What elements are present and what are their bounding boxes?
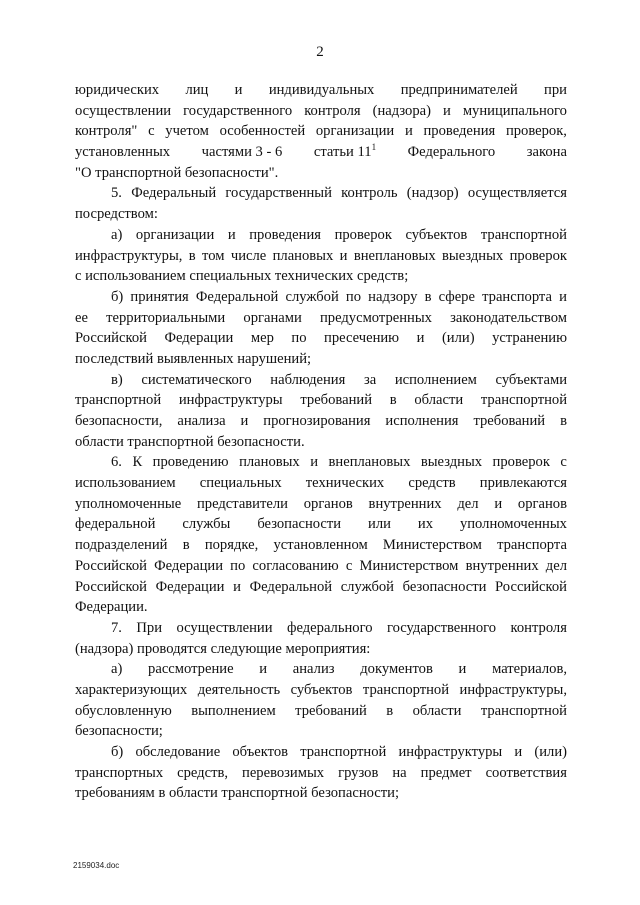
word: и <box>416 330 425 347</box>
word: предусмотренных <box>319 309 432 326</box>
word: а) <box>111 661 123 678</box>
text-line <box>75 101 567 122</box>
footnote-superscript: 1 <box>371 142 377 153</box>
word: за <box>363 371 377 388</box>
word: транспортной <box>75 392 162 409</box>
text-line <box>75 183 567 204</box>
word: государственного <box>386 619 497 636</box>
word: закона <box>526 144 567 161</box>
file-name-footer: 2159034.doc <box>73 861 120 870</box>
word: использованием <box>75 475 176 492</box>
word: проверок, <box>505 123 567 140</box>
word: средств <box>408 475 456 492</box>
word: устранению <box>492 330 567 347</box>
word: выездных <box>442 247 504 264</box>
word: Российской <box>495 578 567 595</box>
word: пресечению <box>324 330 400 347</box>
text-line <box>75 494 567 515</box>
word: проведения <box>249 226 321 243</box>
word: в) <box>111 371 123 388</box>
text-line: "О транспортной безопасности". <box>75 164 279 181</box>
word: контроля" <box>75 123 138 140</box>
word: выездных <box>420 454 483 471</box>
word: безопасности, <box>75 413 163 429</box>
word: законодательством <box>450 309 567 326</box>
word: статьи $11^1$ <box>313 142 377 161</box>
word: в <box>424 288 432 305</box>
word: Российской <box>75 578 147 595</box>
word: внеплановых <box>353 247 436 264</box>
text-line <box>75 535 567 556</box>
word: организации <box>315 123 395 140</box>
word: службой <box>285 288 339 305</box>
word: лиц <box>185 82 209 98</box>
word: транспортной <box>480 226 567 243</box>
document-body <box>75 80 567 804</box>
word: субъектами <box>495 371 567 388</box>
word: а) <box>111 226 123 243</box>
word: осуществлении <box>75 102 172 119</box>
word: исполнением <box>394 371 477 388</box>
word: контроль <box>341 185 398 202</box>
word: обусловленную <box>75 702 172 719</box>
word: транспорта <box>482 288 552 305</box>
word: частями 3 - 6 <box>201 144 283 161</box>
text-line: требованиям в области транспортной безопасности; <box>75 785 400 802</box>
text-line: безопасности; <box>75 723 163 740</box>
word: (или) <box>534 744 567 760</box>
text-line <box>75 452 567 473</box>
word: и <box>494 495 503 512</box>
word: индивидуальных <box>268 82 375 98</box>
word: Российской <box>75 557 147 574</box>
text-line <box>75 680 567 701</box>
text-line <box>75 577 567 598</box>
word: средств, <box>177 764 229 781</box>
text-line <box>75 618 567 639</box>
word: анализ <box>292 661 335 678</box>
word: требований <box>295 702 367 719</box>
word: области <box>414 392 464 409</box>
word: и <box>234 82 243 98</box>
text-line: (надзора) проводятся следующие мероприятия: <box>75 640 371 657</box>
word: инфраструктуры, <box>75 247 183 264</box>
text-line <box>75 390 567 411</box>
word: систематического <box>141 371 252 388</box>
word: установленном <box>273 537 368 554</box>
word: и <box>559 288 567 305</box>
text-line <box>75 246 567 267</box>
text-line <box>75 142 567 163</box>
word: и <box>240 413 249 429</box>
word: объектов <box>232 744 289 760</box>
word: подразделений <box>75 537 168 554</box>
word: уполномоченные <box>75 495 182 512</box>
word: и <box>259 661 268 678</box>
word: дел <box>545 557 567 574</box>
word: (или) <box>441 330 475 347</box>
text-line <box>75 121 567 142</box>
word: представители <box>196 495 288 512</box>
text-line <box>75 763 567 784</box>
word: инфраструктуры <box>398 744 503 760</box>
word: субъектов <box>405 226 468 243</box>
word: привлекаются <box>479 475 567 492</box>
word: органов <box>517 495 567 512</box>
word: прогнозирования <box>263 413 371 429</box>
word: проверок <box>492 454 550 471</box>
word: инфраструктуры <box>178 392 283 409</box>
text-line: посредством: <box>75 206 158 223</box>
text-line <box>75 473 567 494</box>
word: субъектов <box>290 681 353 698</box>
word: и <box>227 226 236 243</box>
word: транспортной <box>480 702 567 719</box>
word: деятельность <box>197 681 281 698</box>
word: транспортной <box>362 681 450 698</box>
word: по <box>345 288 362 305</box>
text-line <box>75 556 567 577</box>
word: сфере <box>438 288 475 305</box>
word: характеризующих <box>75 681 188 698</box>
word: б) <box>111 744 124 760</box>
word: инфраструктуры, <box>459 681 567 698</box>
word: Министерством <box>382 537 482 554</box>
word: Российской <box>75 330 147 347</box>
word: при <box>544 82 567 98</box>
text-line <box>75 742 567 763</box>
word: органами <box>243 309 302 326</box>
word: государственный <box>225 185 332 202</box>
word: проверок <box>509 247 567 264</box>
word: и <box>458 661 467 678</box>
word: транспорта <box>497 537 567 554</box>
text-line: последствий выявленных нарушений; <box>75 350 312 367</box>
word: транспортных <box>75 764 164 781</box>
word: внеплановых <box>328 454 411 471</box>
word: особенностей <box>219 123 306 140</box>
word: грузов <box>338 764 379 781</box>
word: 6. <box>111 454 122 471</box>
word: предмет <box>420 764 472 781</box>
word: территориальными <box>106 309 226 326</box>
word: безопасности <box>257 516 342 533</box>
word: контроля <box>304 102 361 119</box>
word: федерального <box>287 619 373 636</box>
word: в <box>188 247 196 264</box>
word: в <box>560 413 567 429</box>
word: обследование <box>135 744 221 760</box>
word: Федеральный <box>131 185 217 202</box>
word: 7. <box>111 619 122 636</box>
text-line <box>75 370 567 391</box>
word: внутренних <box>465 557 539 574</box>
word: по <box>230 557 246 574</box>
word: анализа <box>177 413 226 429</box>
word: Федеральной <box>249 578 333 595</box>
word: специальных <box>199 475 282 492</box>
word: плановых <box>272 247 334 264</box>
text-line <box>75 287 567 308</box>
word: том <box>202 247 225 264</box>
word: и <box>339 247 348 264</box>
word: согласованию <box>252 557 339 574</box>
word: принятия <box>130 288 189 305</box>
word: проведения <box>423 123 496 140</box>
text-line: области транспортной безопасности. <box>75 433 305 450</box>
word: внутренних <box>368 495 442 512</box>
word: юридических <box>75 82 160 98</box>
word: организации <box>135 226 215 243</box>
word: транспортной <box>300 744 387 760</box>
word: выполнением <box>191 702 276 719</box>
word: области <box>412 702 462 719</box>
word: (надзор) <box>406 185 459 202</box>
word: документов <box>360 661 433 678</box>
word: учетом <box>165 123 209 140</box>
word: рассмотрение <box>148 661 234 678</box>
word: 5. <box>111 185 122 202</box>
word: Федерации <box>164 330 234 347</box>
word: и <box>233 578 241 595</box>
word: осуществлении <box>176 619 273 636</box>
word: или <box>368 516 391 533</box>
text-line <box>75 514 567 535</box>
word: числе <box>230 247 267 264</box>
word: порядке, <box>204 537 259 554</box>
word: службой <box>340 578 394 595</box>
text-line <box>75 411 567 432</box>
text-line <box>75 328 567 349</box>
word: осуществляется <box>467 185 567 202</box>
word: с <box>148 123 155 140</box>
word: технических <box>305 475 385 492</box>
word: по <box>291 330 307 347</box>
text-line <box>75 701 567 722</box>
word: муниципального <box>462 102 567 119</box>
word: транспортной <box>480 392 567 409</box>
word: с <box>560 454 567 471</box>
word: службы <box>182 516 231 533</box>
text-line <box>75 80 567 101</box>
word: К <box>132 454 143 471</box>
word: в <box>386 702 394 719</box>
word: в <box>389 392 397 409</box>
word: проведению <box>152 454 229 471</box>
word: и <box>514 744 523 760</box>
word: безопасности <box>402 578 487 595</box>
word: государственного <box>183 102 293 119</box>
word: Федерации <box>154 557 223 574</box>
word: перевозимых <box>242 764 325 781</box>
word: наблюдения <box>270 371 346 388</box>
word: Федеральной <box>195 288 279 305</box>
word: и <box>310 454 319 471</box>
word: соответствия <box>485 764 567 781</box>
word: предпринимателей <box>400 82 518 98</box>
text-line <box>75 308 567 329</box>
word: органов <box>303 495 353 512</box>
word: установленных <box>75 144 171 161</box>
word: (надзора) <box>372 102 431 119</box>
word: дел <box>457 495 479 512</box>
text-line: с использованием специальных технических средств; <box>75 268 409 285</box>
text-line: Федерации. <box>75 599 148 616</box>
word: Федерального <box>407 144 496 161</box>
word: плановых <box>239 454 300 471</box>
word: требований <box>300 392 373 409</box>
word: Министерством <box>359 557 459 574</box>
word: уполномоченных <box>459 516 567 533</box>
text-line <box>75 225 567 246</box>
word: их <box>417 516 433 533</box>
page-number: 2 <box>316 44 324 60</box>
word: надзору <box>368 288 418 305</box>
word: При <box>136 619 163 636</box>
word: с <box>345 557 353 574</box>
word: мер <box>250 330 274 347</box>
word: федеральной <box>75 516 156 533</box>
word: исполнения <box>385 413 459 429</box>
word: контроля <box>510 619 567 636</box>
text-line <box>75 659 567 680</box>
word: требований <box>473 413 546 429</box>
word: и <box>404 123 413 140</box>
word: ее <box>75 309 88 326</box>
word: материалов, <box>492 661 567 678</box>
word: проверок <box>334 226 392 243</box>
word: на <box>392 764 407 781</box>
word: в <box>182 537 190 554</box>
word: и <box>443 102 451 119</box>
word: б) <box>111 288 124 305</box>
word: Федерации <box>155 578 225 595</box>
